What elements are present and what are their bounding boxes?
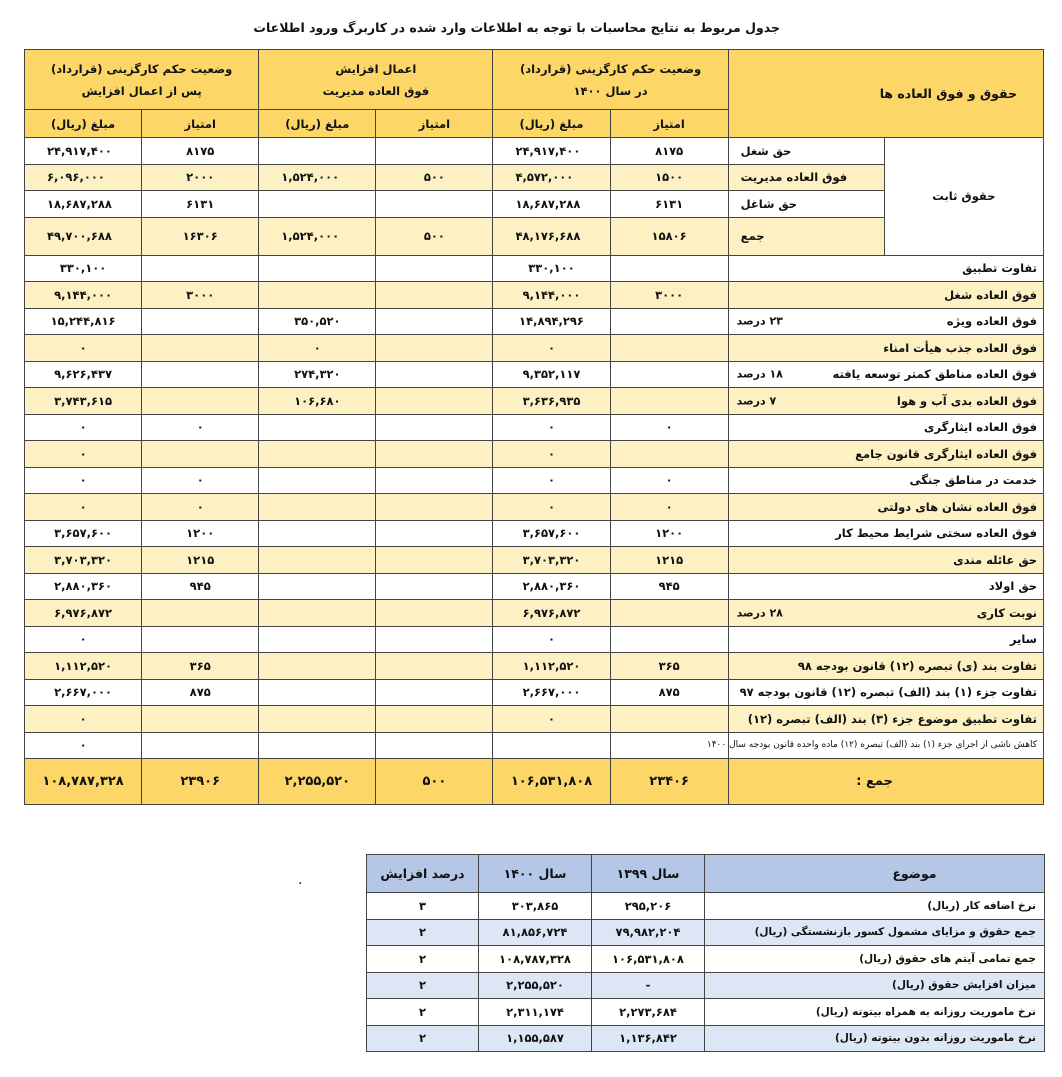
score-1400: ۱۵۸۰۶ [610, 217, 728, 255]
table-row [25, 335, 1044, 362]
summary-1400: ۲,۳۱۱,۱۷۴ [479, 999, 592, 1026]
row-label: حق شاغل [728, 191, 884, 218]
score-after [142, 600, 259, 627]
summary-pct: ۲ [367, 919, 479, 946]
score-1400 [610, 335, 728, 362]
amount-1400: ۲۴,۹۱۷,۴۰۰ [493, 138, 610, 165]
score-1400: ۰ [610, 467, 728, 494]
score-increase [376, 335, 493, 362]
row-label-text: فوق العاده ایثارگری قانون جامع [855, 446, 1037, 461]
total-score-after: ۲۳۹۰۶ [142, 759, 259, 805]
amount-increase [259, 494, 376, 521]
row-label: فوق العاده مدیریت [728, 164, 884, 191]
page-title: جدول مربوط به نتایج محاسبات با توجه به اطلاعات وارد شده در کاربرگ ورود اطلاعات [253, 20, 780, 35]
row-label-text: فوق العاده نشان های دولتی [877, 499, 1037, 514]
score-after: ۶۱۳۱ [142, 191, 259, 218]
table-row [25, 414, 1044, 441]
score-increase [376, 547, 493, 574]
summary-row [367, 1025, 1045, 1052]
amount-increase [259, 282, 376, 309]
amount-1400: ۰ [493, 414, 610, 441]
header-after-line2: پس از اعمال افزایش [81, 83, 202, 98]
header-score-1: امتیاز [610, 110, 728, 138]
table-row [25, 282, 1044, 309]
score-after: ۰ [142, 494, 259, 521]
amount-increase [259, 706, 376, 733]
amount-increase [259, 467, 376, 494]
amount-after: ۱۸,۶۸۷,۲۸۸ [25, 191, 142, 218]
score-1400: ۳۶۵ [610, 653, 728, 680]
row-label-text: کاهش ناشی از اجرای جزء (۱) بند (الف) تبصره (۱۲) ماده واحده قانون بودجه سال ۱۴۰۰ [706, 740, 1037, 751]
score-after [142, 308, 259, 335]
table-row [25, 573, 1044, 600]
summary-topic: نرخ ماموریت روزانه به همراه بیتوته (ریال) [705, 999, 1045, 1026]
score-1400 [610, 600, 728, 627]
amount-after: ۱۵,۲۴۴,۸۱۶ [25, 308, 142, 335]
score-1400: ۸۱۷۵ [610, 138, 728, 165]
summary-1400: ۸۱,۸۵۶,۷۲۴ [479, 919, 592, 946]
score-increase [376, 138, 493, 165]
header-after-line1: وضعیت حکم کارگزینی (قرارداد) [51, 61, 233, 76]
score-1400 [610, 255, 728, 282]
header-after-increase [25, 50, 259, 110]
score-1400 [610, 308, 728, 335]
score-after [142, 255, 259, 282]
summary-table [366, 854, 1045, 1052]
amount-1400: ۰ [493, 441, 610, 468]
amount-after: ۰ [25, 441, 142, 468]
amount-increase: ۰ [259, 335, 376, 362]
summary-1399: ۲,۲۷۳,۶۸۴ [592, 999, 705, 1026]
score-1400: ۱۲۰۰ [610, 520, 728, 547]
amount-1400: ۳,۷۰۳,۳۲۰ [493, 547, 610, 574]
summary-1399: - [592, 972, 705, 999]
amount-increase: ۱,۵۲۴,۰۰۰ [259, 217, 376, 255]
amount-1400: ۰ [493, 335, 610, 362]
row-label [728, 573, 1043, 600]
score-1400: ۱۲۱۵ [610, 547, 728, 574]
table-row [25, 547, 1044, 574]
row-label [728, 520, 1043, 547]
header-amount-2: مبلغ (ریال) [259, 110, 376, 138]
amount-1400: ۱,۱۱۲,۵۲۰ [493, 653, 610, 680]
summary-1400: ۲,۲۵۵,۵۲۰ [479, 972, 592, 999]
amount-increase [259, 679, 376, 706]
amount-increase [259, 600, 376, 627]
summary-row [367, 919, 1045, 946]
score-after [142, 335, 259, 362]
table-row [25, 520, 1044, 547]
row-label [728, 706, 1043, 733]
summary-header-pct: درصد افزایش [367, 855, 479, 893]
score-after [142, 441, 259, 468]
amount-after: ۰ [25, 732, 142, 759]
total-row [25, 759, 1044, 805]
amount-increase [259, 547, 376, 574]
row-label [728, 414, 1043, 441]
summary-topic: جمع تمامی آیتم های حقوق (ریال) [705, 946, 1045, 973]
amount-1400 [493, 732, 610, 759]
score-increase [376, 626, 493, 653]
row-label [728, 679, 1043, 706]
row-label-text: تفاوت جزء (۱) بند (الف) تبصره (۱۲) قانون بودجه ۹۷ [739, 685, 1037, 700]
row-percent: ۷ درصد [736, 394, 777, 408]
summary-topic: جمع حقوق و مزایای مشمول کسور بازنشستگی (ریال) [705, 919, 1045, 946]
summary-topic: نرخ ماموریت روزانه بدون بیتوته (ریال) [705, 1025, 1045, 1052]
score-after [142, 706, 259, 733]
score-increase [376, 308, 493, 335]
score-1400: ۰ [610, 414, 728, 441]
row-percent: ۲۸ درصد [736, 606, 783, 620]
header-status-1400-line1: وضعیت حکم کارگزینی (قرارداد) [519, 61, 702, 76]
amount-after: ۳۳۰,۱۰۰ [25, 255, 142, 282]
score-1400 [610, 388, 728, 415]
amount-after: ۶,۹۷۶,۸۷۲ [25, 600, 142, 627]
summary-1400: ۳۰۳,۸۶۵ [479, 893, 592, 920]
header-status-1400 [493, 50, 728, 110]
row-label-text: تفاوت بند (ی) تبصره (۱۲) قانون بودجه ۹۸ [797, 658, 1037, 673]
row-label-text: فوق العاده شغل [944, 287, 1037, 302]
score-after: ۱۶۳۰۶ [142, 217, 259, 255]
summary-1400: ۱,۱۵۵,۵۸۷ [479, 1025, 592, 1052]
score-increase [376, 653, 493, 680]
amount-increase: ۳۵۰,۵۲۰ [259, 308, 376, 335]
summary-header-1400: سال ۱۴۰۰ [479, 855, 592, 893]
score-1400: ۸۷۵ [610, 679, 728, 706]
score-increase [376, 361, 493, 388]
amount-after: ۳,۶۵۷,۶۰۰ [25, 520, 142, 547]
table-row [25, 653, 1044, 680]
header-increase-line2: فوق العاده مدیریت [322, 83, 430, 98]
summary-row [367, 893, 1045, 920]
header-increase-line1: اعمال افزایش [335, 61, 417, 76]
summary-pct: ۳ [367, 893, 479, 920]
score-1400: ۹۴۵ [610, 573, 728, 600]
amount-increase [259, 520, 376, 547]
score-after: ۰ [142, 414, 259, 441]
row-label-text: تفاوت تطبیق [962, 261, 1037, 276]
summary-header-topic: موضوع [705, 855, 1045, 893]
row-label-text: فوق العاده بدی آب و هوا [896, 393, 1037, 408]
score-after: ۱۲۱۵ [142, 547, 259, 574]
amount-after: ۰ [25, 494, 142, 521]
amount-after: ۰ [25, 414, 142, 441]
amount-after: ۱,۱۱۲,۵۲۰ [25, 653, 142, 680]
amount-increase: ۱۰۶,۶۸۰ [259, 388, 376, 415]
amount-increase [259, 255, 376, 282]
header-row-1 [25, 50, 1044, 110]
row-label [728, 626, 1043, 653]
row-percent: ۲۳ درصد [736, 314, 783, 328]
score-increase [376, 573, 493, 600]
amount-1400: ۰ [493, 494, 610, 521]
score-after: ۳۶۵ [142, 653, 259, 680]
amount-increase [259, 138, 376, 165]
summary-pct: ۲ [367, 972, 479, 999]
row-label: حق شغل [728, 138, 884, 165]
row-label-text: خدمت در مناطق جنگی [909, 473, 1037, 488]
row-label [728, 255, 1043, 282]
score-after [142, 361, 259, 388]
row-label-text: حق اولاد [988, 579, 1037, 594]
amount-1400: ۹,۱۴۴,۰۰۰ [493, 282, 610, 309]
header-increase [259, 50, 493, 110]
row-label-text: فوق العاده ایثارگری [923, 420, 1037, 435]
score-after [142, 732, 259, 759]
score-increase: ۵۰۰ [376, 217, 493, 255]
score-after: ۹۴۵ [142, 573, 259, 600]
amount-increase: ۱,۵۲۴,۰۰۰ [259, 164, 376, 191]
row-label [728, 494, 1043, 521]
summary-1399: ۱۰۶,۵۳۱,۸۰۸ [592, 946, 705, 973]
header-score-2: امتیاز [376, 110, 493, 138]
score-1400 [610, 441, 728, 468]
summary-1399: ۱,۱۳۶,۸۴۲ [592, 1025, 705, 1052]
amount-1400: ۶,۹۷۶,۸۷۲ [493, 600, 610, 627]
amount-increase [259, 441, 376, 468]
table-row [25, 679, 1044, 706]
amount-1400: ۴۸,۱۷۶,۶۸۸ [493, 217, 610, 255]
score-1400 [610, 361, 728, 388]
header-amount-1: مبلغ (ریال) [493, 110, 610, 138]
amount-1400: ۰ [493, 706, 610, 733]
score-after: ۰ [142, 467, 259, 494]
score-1400: ۱۵۰۰ [610, 164, 728, 191]
table-row [25, 255, 1044, 282]
summary-topic: نرخ اضافه کار (ریال) [705, 893, 1045, 920]
row-label-text: فوق العاده سختی شرایط محیط کار [835, 526, 1037, 541]
summary-row [367, 999, 1045, 1026]
row-label [728, 600, 1043, 627]
score-1400: ۶۱۳۱ [610, 191, 728, 218]
total-amount-after: ۱۰۸,۷۸۷,۳۲۸ [25, 759, 142, 805]
summary-1399: ۷۹,۹۸۲,۲۰۴ [592, 919, 705, 946]
row-label-text: فوق العاده مناطق کمتر توسعه یافته [832, 367, 1037, 382]
row-label [728, 467, 1043, 494]
row-label [706, 732, 1043, 759]
summary-row [367, 972, 1045, 999]
amount-after: ۹,۱۴۴,۰۰۰ [25, 282, 142, 309]
table-row [25, 308, 1044, 335]
salary-table [24, 49, 1044, 805]
amount-increase: ۲۷۴,۳۲۰ [259, 361, 376, 388]
summary-header-1399: سال ۱۳۹۹ [592, 855, 705, 893]
table-row [25, 467, 1044, 494]
amount-1400: ۲,۶۶۷,۰۰۰ [493, 679, 610, 706]
amount-increase [259, 573, 376, 600]
amount-after: ۲,۶۶۷,۰۰۰ [25, 679, 142, 706]
amount-increase [259, 732, 376, 759]
amount-after: ۲,۸۸۰,۳۶۰ [25, 573, 142, 600]
row-label [728, 335, 1043, 362]
amount-1400: ۰ [493, 467, 610, 494]
amount-1400: ۰ [493, 626, 610, 653]
score-increase [376, 388, 493, 415]
total-score-increase: ۵۰۰ [376, 759, 493, 805]
score-after: ۸۷۵ [142, 679, 259, 706]
header-rights: حقوق و فوق العاده ها [728, 50, 1043, 138]
row-label [728, 441, 1043, 468]
score-after: ۱۲۰۰ [142, 520, 259, 547]
amount-after: ۳,۷۰۳,۳۲۰ [25, 547, 142, 574]
amount-after: ۰ [25, 626, 142, 653]
amount-after: ۰ [25, 467, 142, 494]
summary-1399: ۲۹۵,۲۰۶ [592, 893, 705, 920]
row-label-text: نوبت کاری [976, 605, 1037, 620]
header-score-3: امتیاز [142, 110, 259, 138]
score-after [142, 388, 259, 415]
score-increase [376, 732, 493, 759]
score-increase [376, 191, 493, 218]
row-label-text: فوق العاده جذب هیأت امناء [883, 340, 1037, 355]
total-amount-1400: ۱۰۶,۵۳۱,۸۰۸ [493, 759, 610, 805]
score-1400: ۰ [610, 494, 728, 521]
table-row [25, 361, 1044, 388]
row-label [728, 653, 1043, 680]
header-amount-3: مبلغ (ریال) [25, 110, 142, 138]
row-percent: ۱۸ درصد [736, 367, 783, 381]
score-increase [376, 706, 493, 733]
row-label [728, 308, 1043, 335]
row-label [728, 361, 1043, 388]
score-increase [376, 282, 493, 309]
score-after: ۲۰۰۰ [142, 164, 259, 191]
score-1400 [610, 626, 728, 653]
score-increase [376, 467, 493, 494]
table-row [25, 600, 1044, 627]
amount-increase [259, 626, 376, 653]
score-after: ۳۰۰۰ [142, 282, 259, 309]
score-increase [376, 600, 493, 627]
score-increase [376, 494, 493, 521]
table-row [25, 494, 1044, 521]
amount-increase [259, 191, 376, 218]
total-label: جمع : [728, 759, 1043, 805]
row-label [728, 388, 1043, 415]
table-row [25, 706, 1044, 733]
row-label [728, 547, 1043, 574]
amount-1400: ۴,۵۷۲,۰۰۰ [493, 164, 610, 191]
summary-topic: میزان افزایش حقوق (ریال) [705, 972, 1045, 999]
score-increase: ۵۰۰ [376, 164, 493, 191]
score-increase [376, 520, 493, 547]
amount-after: ۹,۶۲۶,۴۳۷ [25, 361, 142, 388]
amount-after: ۲۴,۹۱۷,۴۰۰ [25, 138, 142, 165]
amount-1400: ۱۴,۸۹۴,۲۹۶ [493, 308, 610, 335]
amount-after: ۳,۷۴۳,۶۱۵ [25, 388, 142, 415]
amount-1400: ۹,۳۵۲,۱۱۷ [493, 361, 610, 388]
summary-pct: ۲ [367, 1025, 479, 1052]
total-amount-increase: ۲,۲۵۵,۵۲۰ [259, 759, 376, 805]
amount-1400: ۳۳۰,۱۰۰ [493, 255, 610, 282]
amount-after: ۶,۰۹۶,۰۰۰ [25, 164, 142, 191]
score-increase [376, 679, 493, 706]
amount-1400: ۱۸,۶۸۷,۲۸۸ [493, 191, 610, 218]
table-row [25, 388, 1044, 415]
table-row [25, 138, 1044, 165]
table-row [25, 626, 1044, 653]
header-status-1400-line2: در سال ۱۴۰۰ [573, 83, 648, 98]
score-after [142, 626, 259, 653]
amount-after: ۰ [25, 335, 142, 362]
row-label-text: فوق العاده ویژه [946, 314, 1037, 329]
score-increase [376, 414, 493, 441]
row-label-text: تفاوت تطبیق موضوع جزء (۳) بند (الف) تبصره (۱۲) [747, 711, 1037, 726]
amount-1400: ۳,۶۳۶,۹۳۵ [493, 388, 610, 415]
total-score-1400: ۲۳۴۰۶ [610, 759, 728, 805]
amount-1400: ۳,۶۵۷,۶۰۰ [493, 520, 610, 547]
summary-pct: ۲ [367, 946, 479, 973]
row-label: جمع [728, 217, 884, 255]
summary-pct: ۲ [367, 999, 479, 1026]
score-1400 [610, 706, 728, 733]
amount-after: ۰ [25, 706, 142, 733]
stray-dot: . [298, 872, 303, 888]
fixed-salary-group-label: حقوق ثابت [884, 138, 1043, 256]
summary-1400: ۱۰۸,۷۸۷,۳۲۸ [479, 946, 592, 973]
table-row [25, 441, 1044, 468]
amount-increase [259, 414, 376, 441]
summary-row [367, 946, 1045, 973]
row-label-text: حق عائله مندی [953, 552, 1037, 567]
score-1400: ۳۰۰۰ [610, 282, 728, 309]
score-after: ۸۱۷۵ [142, 138, 259, 165]
row-label [728, 282, 1043, 309]
score-increase [376, 441, 493, 468]
table-row [25, 732, 1044, 759]
summary-header-row [367, 855, 1045, 893]
amount-after: ۴۹,۷۰۰,۶۸۸ [25, 217, 142, 255]
amount-1400: ۲,۸۸۰,۳۶۰ [493, 573, 610, 600]
amount-increase [259, 653, 376, 680]
score-increase [376, 255, 493, 282]
row-label-text: سایر [1009, 632, 1037, 647]
